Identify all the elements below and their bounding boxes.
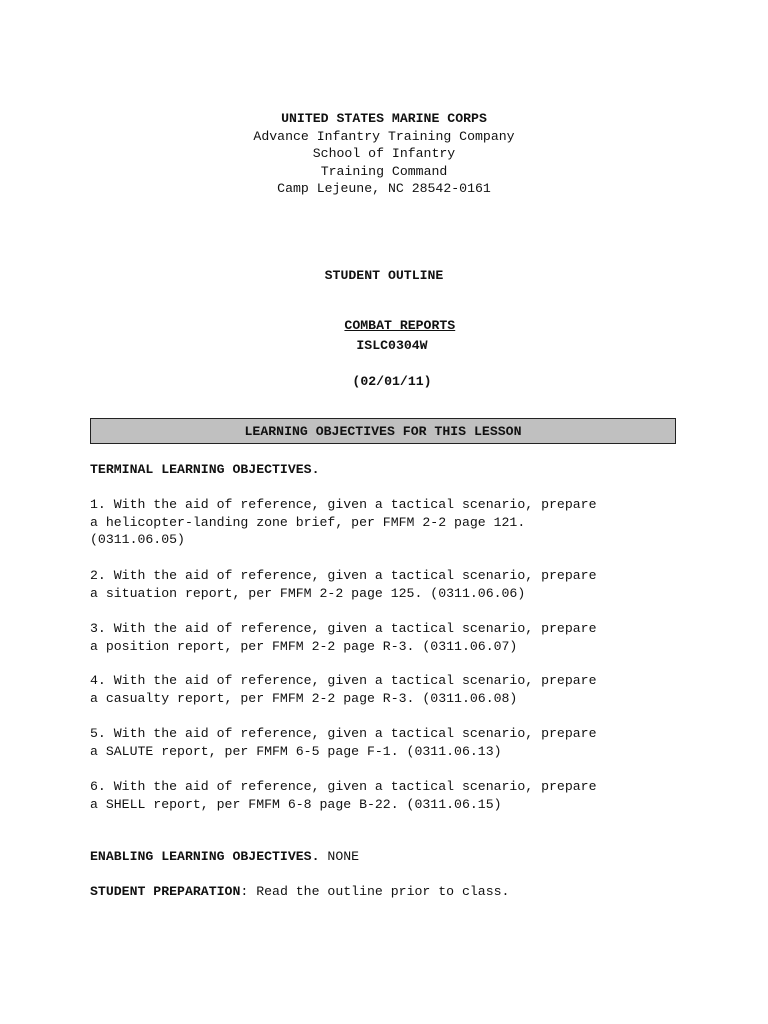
org-name: UNITED STATES MARINE CORPS <box>281 111 487 126</box>
objective-3-line-2: a position report, per FMFM 2-2 page R-3. (0311.06.07) <box>90 638 518 654</box>
objective-item-1 <box>90 496 690 549</box>
school-name: School of Infantry <box>312 146 456 162</box>
outline-subject-text: COMBAT REPORTS <box>344 318 456 333</box>
objective-4-line-2: a casualty report, per FMFM 2-2 page R-3. (0311.06.08) <box>90 690 518 706</box>
objective-6-line-2: a SHELL report, per FMFM 6-8 page B-22. (0311.06.15) <box>90 796 502 812</box>
objective-item-2 <box>90 567 690 602</box>
objective-item-3 <box>90 620 690 655</box>
objective-3-line-1: 3. With the aid of reference, given a tactical scenario, prepare <box>90 621 597 636</box>
command-name: Training Command <box>320 163 448 179</box>
objective-item-4 <box>90 672 690 707</box>
enabling-label: ENABLING LEARNING OBJECTIVES. <box>90 849 320 864</box>
terminal-objectives-heading: TERMINAL LEARNING OBJECTIVES. <box>90 462 320 477</box>
objective-item-5 <box>90 725 690 760</box>
outline-heading: STUDENT OUTLINE <box>324 268 444 283</box>
enabling-objectives <box>90 848 690 866</box>
preparation-label: STUDENT PREPARATION <box>90 884 241 899</box>
learning-objectives-box: LEARNING OBJECTIVES FOR THIS LESSON <box>90 418 676 444</box>
objective-5-line-1: 5. With the aid of reference, given a tactical scenario, prepare <box>90 726 597 741</box>
objective-5-line-2: a SALUTE report, per FMFM 6-5 page F-1. (0311.06.13) <box>90 743 502 759</box>
objective-item-6 <box>90 778 690 813</box>
outline-date: (02/01/11) <box>352 374 432 389</box>
outline-code: ISLC0304W <box>356 338 428 353</box>
objective-4-line-1: 4. With the aid of reference, given a tactical scenario, prepare <box>90 673 597 688</box>
objective-1-line-2: a helicopter-landing zone brief, per FMFM 2-2 page 121. <box>90 514 526 530</box>
preparation-value: : Read the outline prior to class. <box>240 884 510 899</box>
objective-2-line-2: a situation report, per FMFM 2-2 page 125. (0311.06.06) <box>90 585 526 601</box>
objective-1-line-3: (0311.06.05) <box>90 532 185 548</box>
document-header <box>0 110 768 198</box>
company-name: Advance Infantry Training Company <box>253 128 515 144</box>
student-preparation <box>90 883 690 901</box>
objective-2-line-1: 2. With the aid of reference, given a tactical scenario, prepare <box>90 568 597 583</box>
location-address: Camp Lejeune, NC 28542-0161 <box>277 181 491 197</box>
objective-1-line-1: 1. With the aid of reference, given a tactical scenario, prepare <box>90 497 597 512</box>
objective-6-line-1: 6. With the aid of reference, given a tactical scenario, prepare <box>90 779 597 794</box>
enabling-value: NONE <box>319 849 360 864</box>
